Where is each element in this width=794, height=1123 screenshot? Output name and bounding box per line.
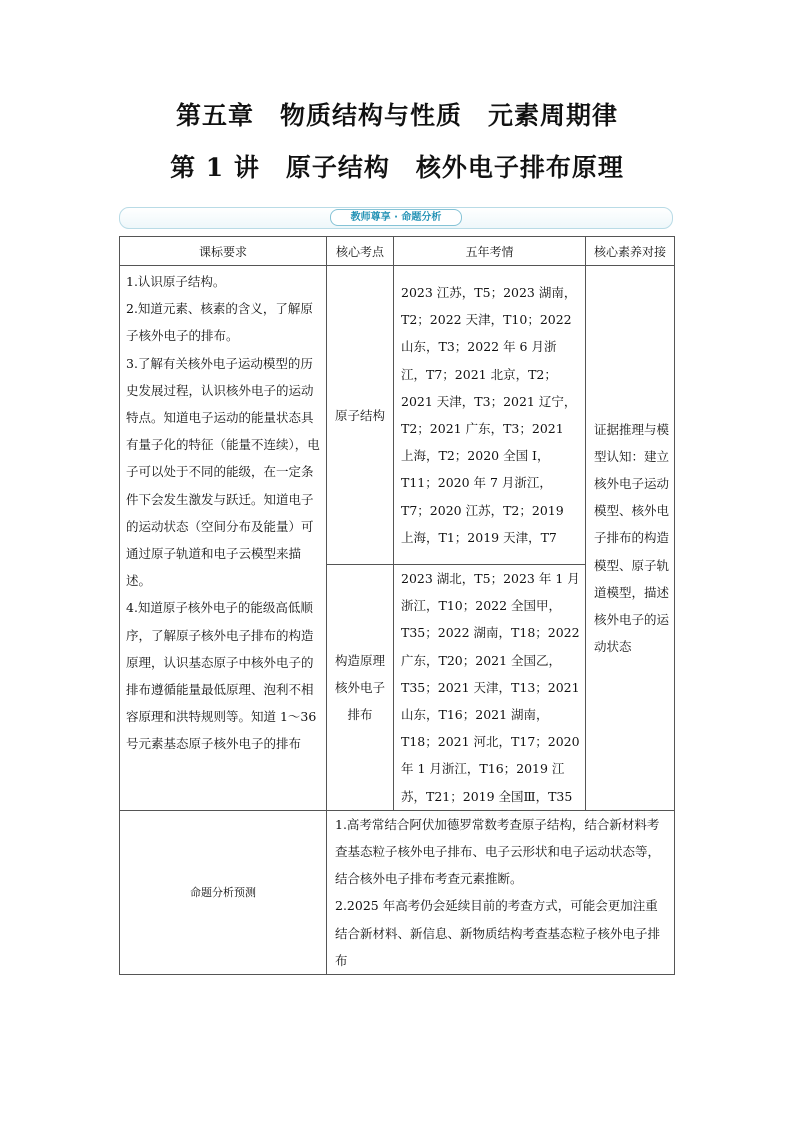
table-row [120, 810, 675, 974]
lecture-title: 第 1 讲 原子结构 核外电子排布原理 [170, 153, 624, 182]
literacy-cell: 证据推理与模型认知：建立核外电子运动模型、核外电子排布的构造模型、原子轨道模型，描述核外电子的运动状态 [586, 266, 675, 811]
header-five-years: 五年考情 [394, 237, 586, 266]
forecast-item: 1.高考常结合阿伏加德罗常数考查原子结构，结合新材料考查基态粒子核外电子排布、电子云形状和电子运动状态等，结合核外电子排布考查元素推断。 [335, 816, 661, 887]
forecast-cell [327, 810, 675, 974]
five-year-exams-2: 2023 湖北，T5；2023 年 1 月浙江，T10；2022 全国甲，T35；2022 湖南，T18；2022 广东，T20；2021 全国乙，T35；2021 天津，T13；2021 山东，T16；2021 湖南，T18；2021 河北，T17；2020 年 1 月浙江，T16；2019 江苏，T21；2019 全国Ⅲ，T35 [394, 565, 586, 811]
analysis-table [119, 236, 675, 975]
table-row [120, 266, 675, 565]
teacher-banner [119, 207, 673, 229]
core-point-atomic-structure: 原子结构 [327, 266, 394, 565]
banner-badge: 教师尊享 · 命题分析 [330, 209, 462, 226]
requirement-item: 4.知道原子核外电子的能级高低顺序，了解原子核外电子排布的构造原理，认识基态原子中核外电子的排布遵循能量最低原理、泡利不相容原理和洪特规则等。知道 1～36 号元素基态原子核外电子的排布 [126, 600, 317, 752]
requirement-item: 2.知道元素、核素的含义，了解原子核外电子的排布。 [126, 301, 313, 344]
table-header-row [120, 237, 675, 266]
core-point-construction-principle: 构造原理核外电子排布 [327, 565, 394, 811]
header-literacy: 核心素养对接 [586, 237, 675, 266]
header-requirements: 课标要求 [120, 237, 327, 266]
forecast-label: 命题分析预测 [120, 810, 327, 974]
requirement-item: 3.了解有关核外电子运动模型的历史发展过程，认识核外电子的运动特点。知道电子运动的能量状态具有量子化的特征（能量不连续），电子可以处于不同的能级，在一定条件下会发生激发与跃迁。知道电子的运动状态（空间分布及能量）可通过原子轨道和电子云模型来描述。 [126, 355, 320, 589]
chapter-title: 第五章 物质结构与性质 元素周期律 [175, 101, 618, 130]
five-year-exams-1: 2023 江苏，T5；2023 湖南，T2；2022 天津，T10；2022 山东，T3；2022 年 6 月浙江，T7；2021 北京，T2；2021 天津，T3；2021 辽宁，T2；2021 广东，T3；2021 上海，T2；2020 全国 Ⅰ，T11；2020 年 7 月浙江，T7；2020 江苏，T2；2019 上海，T1；2019 天津，T7 [394, 266, 586, 565]
requirements-cell [120, 266, 327, 811]
forecast-item: 2.2025 年高考仍会延续目前的考查方式，可能会更加注重结合新材料、新信息、新物质结构考查基态粒子核外电子排布 [335, 898, 661, 968]
requirement-item: 1.认识原子结构。 [126, 274, 226, 289]
header-core-points: 核心考点 [327, 237, 394, 266]
